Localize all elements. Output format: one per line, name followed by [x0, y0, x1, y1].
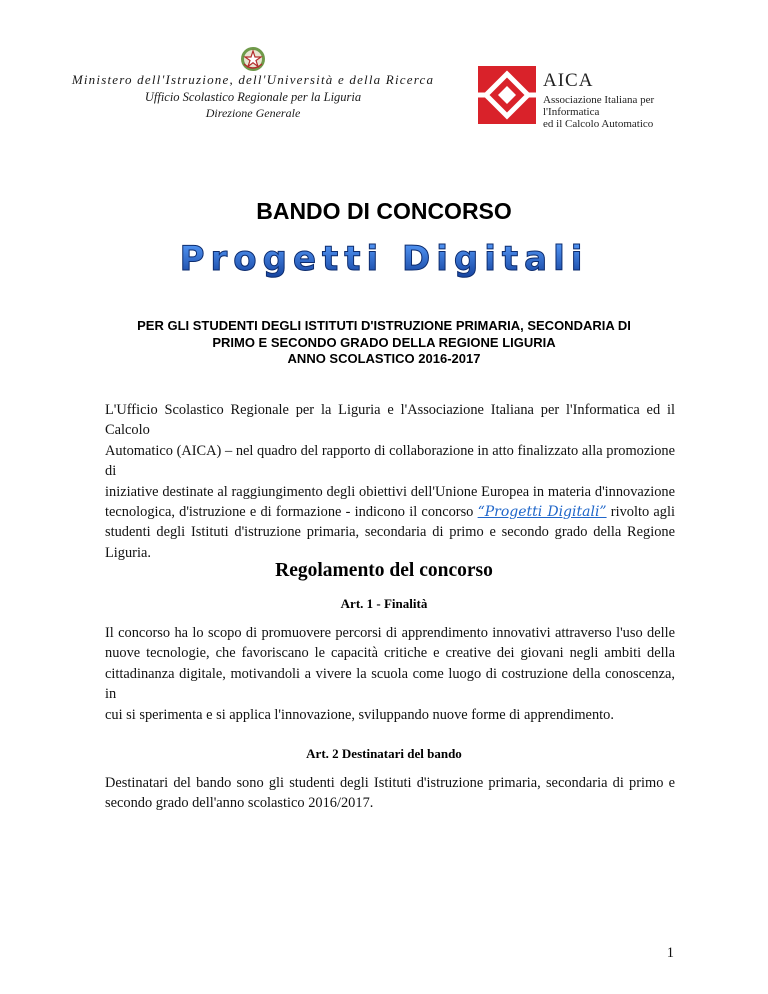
art1-line4: cui si sperimenta e si applica l'innovazione, sviluppando nuove forme di apprendimento.: [105, 706, 614, 723]
page-number: 1: [666, 945, 674, 961]
art1-line1: Il concorso ha lo scopo di promuovere percorsi di apprendimento innovativi attraverso l'uso delle: [105, 625, 675, 641]
aica-full-line2: ed il Calcolo Automatico: [543, 118, 654, 130]
intro-line3: iniziative destinate al raggiungimento degli obiettivi dell'Unione Europea in materia d'innovazione: [105, 483, 675, 500]
intro-line4-before: tecnologica, d'istruzione e di formazione - indicono il concorso: [105, 504, 474, 521]
intro-line4-after: rivolto agli: [610, 504, 675, 521]
project-title-wrapper: [0, 228, 768, 289]
italian-republic-emblem-icon: [240, 46, 266, 72]
subtitle-line2: PRIMO E SECONDO GRADO DELLA REGIONE LIGURIA: [212, 334, 556, 350]
art1-title: Art. 1 - Finalità: [340, 596, 428, 611]
aica-full-name: [543, 94, 713, 130]
progetti-digitali-link[interactable]: “Progetti Digitali”: [477, 504, 607, 521]
general-direction: Direzione Generale: [205, 106, 301, 120]
intro-paragraph: [105, 400, 675, 563]
art2-paragraph: [105, 773, 675, 814]
art2-line1: Destinatari del bando sono gli studenti degli Istituti d'istruzione primaria, secondaria di primo e: [105, 775, 675, 791]
regolamento-title: Regolamento del concorso: [275, 560, 493, 581]
intro-line5: studenti degli Istituti d'istruzione primaria, secondaria di primo e secondo grado della Regione: [105, 524, 675, 541]
subtitle-line3: ANNO SCOLASTICO 2016-2017: [287, 351, 481, 366]
art1-line2: nuove tecnologie, che favoriscano le capacità critiche e creative dei giovani negli ambiti della: [105, 645, 675, 662]
project-title-art: [0, 228, 768, 284]
bando-title: BANDO DI CONCORSO: [256, 198, 512, 224]
aica-name: AICA: [543, 70, 594, 91]
art2-title: Art. 2 Destinatari del bando: [306, 746, 462, 761]
aica-logo-icon: [478, 66, 536, 124]
subtitle-line1: PER GLI STUDENTI DEGLI ISTITUTI D'ISTRUZIONE PRIMARIA, SECONDARIA DI: [137, 318, 631, 333]
intro-line2: Automatico (AICA) – nel quadro del rapporto di collaborazione in atto finalizzato alla promozione di: [105, 442, 675, 480]
intro-line6: Liguria.: [105, 544, 151, 561]
ministry-name: Ministero dell'Istruzione, dell'Università e della Ricerca: [71, 72, 435, 87]
project-title: Progetti Digitali: [179, 239, 589, 279]
art2-line2: secondo grado dell'anno scolastico 2016/2017.: [105, 795, 374, 812]
aica-full-line1: Associazione Italiana per l'Informatica: [543, 94, 655, 118]
art1-paragraph: [105, 623, 675, 725]
art1-line3: cittadinanza digitale, motivandoli a vivere la scuola come luogo di costruzione della conoscenza, in: [105, 665, 675, 703]
intro-line1: L'Ufficio Scolastico Regionale per la Liguria e l'Associazione Italiana per l'Informatica ed il Calcolo: [105, 402, 675, 439]
regional-office-name: Ufficio Scolastico Regionale per la Liguria: [144, 90, 362, 104]
subtitle-block: [60, 318, 708, 368]
intro-line4: [105, 502, 675, 522]
